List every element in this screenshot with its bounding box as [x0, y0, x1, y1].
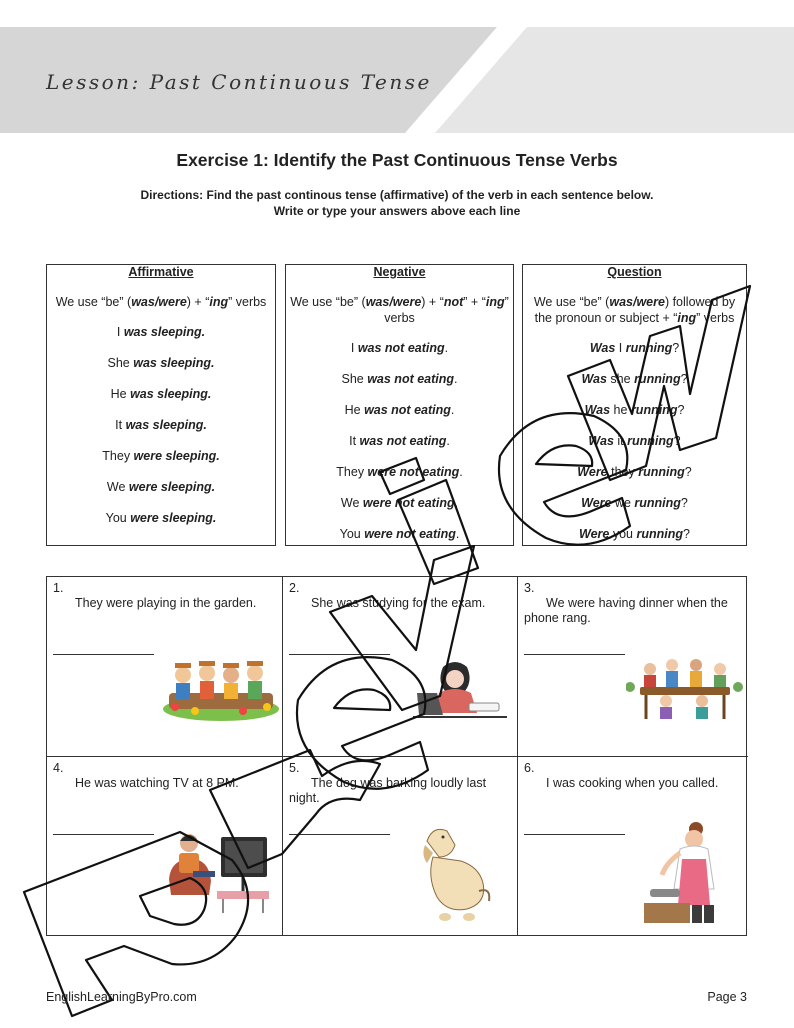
example-line: I was sleeping.	[116, 325, 206, 339]
question-examples	[523, 333, 746, 550]
exercise-grid	[46, 576, 747, 936]
negative-heading: Negative	[373, 265, 426, 279]
question-box	[522, 264, 747, 546]
item-number: 2.	[289, 581, 300, 595]
item-sentence: He was watching TV at 8 PM.	[75, 776, 239, 790]
dog-barking-illustration	[413, 821, 495, 925]
example-line: Were we running?	[581, 496, 688, 510]
affirmative-box	[46, 264, 276, 546]
example-line: Was it running?	[588, 434, 681, 448]
item-sentence: The dog was barking loudly last night.	[289, 776, 487, 805]
question-rule: We use “be” (was/were) followed by the pronoun or subject + “ing” verbs	[533, 295, 736, 325]
footer-site: EnglishLearningByPro.com	[46, 990, 197, 1004]
example-line: It was sleeping.	[115, 418, 207, 432]
directions-line-2: Write or type your answers above each line	[273, 204, 521, 218]
kids-gardening-illustration	[163, 653, 279, 721]
example-line: Was he running?	[584, 403, 685, 417]
example-line: You were sleeping.	[105, 511, 217, 525]
example-line: Was she running?	[581, 372, 688, 386]
item-number: 3.	[524, 581, 535, 595]
woman-cooking-illustration	[642, 819, 730, 927]
example-line: Was I running?	[589, 341, 680, 355]
example-line: Were you running?	[579, 527, 690, 541]
exercise-title: Exercise 1: Identify the Past Continuous Tense Verbs	[176, 150, 618, 170]
item-number: 1.	[53, 581, 64, 595]
exercise-item-4	[47, 757, 283, 935]
family-dinner-illustration	[626, 657, 744, 723]
example-line: He was sleeping.	[110, 387, 212, 401]
example-line: She was not eating.	[341, 372, 458, 386]
example-line: We were sleeping.	[106, 480, 216, 494]
answer-line[interactable]	[524, 654, 625, 655]
exercise-item-2	[283, 577, 518, 757]
example-line: I was not eating.	[350, 341, 449, 355]
page-number: Page 3	[707, 990, 747, 1004]
example-line: You were not eating.	[339, 527, 460, 541]
directions-line-1: Directions: Find the past continous tense (affirmative) of the verb in each sentence below.	[140, 188, 654, 202]
affirmative-heading: Affirmative	[128, 265, 194, 279]
boy-watching-tv-illustration	[165, 829, 271, 917]
example-line: We were not eating.	[340, 496, 459, 510]
example-line: They were not eating.	[336, 465, 463, 479]
exercise-item-1	[47, 577, 283, 757]
lesson-title: Lesson: Past Continuous Tense	[46, 70, 432, 94]
example-line: They were sleeping.	[102, 449, 220, 463]
answer-line[interactable]	[524, 834, 625, 835]
example-line: She was sleeping.	[107, 356, 215, 370]
exercise-item-3	[518, 577, 748, 757]
negative-box	[285, 264, 514, 546]
answer-line[interactable]	[289, 834, 390, 835]
example-line: Were they running?	[577, 465, 692, 479]
negative-rule: We use “be” (was/were) + “not” + “ing” verbs	[290, 295, 509, 325]
item-sentence: I was cooking when you called.	[546, 776, 719, 790]
negative-examples	[286, 333, 513, 550]
affirmative-examples	[47, 317, 275, 534]
example-line: He was not eating.	[344, 403, 455, 417]
question-heading: Question	[607, 265, 662, 279]
exercise-item-6	[518, 757, 748, 935]
girl-studying-illustration	[413, 659, 507, 725]
example-line: It was not eating.	[349, 434, 450, 448]
item-sentence: We were having dinner when the phone rang.	[524, 596, 728, 625]
answer-line[interactable]	[53, 654, 154, 655]
answer-line[interactable]	[53, 834, 154, 835]
directions	[0, 187, 794, 219]
item-number: 4.	[53, 761, 64, 775]
item-number: 5.	[289, 761, 300, 775]
answer-line[interactable]	[289, 654, 390, 655]
affirmative-rule: We use “be” (was/were) + “ing” verbs	[55, 295, 267, 309]
item-sentence: She was studying for the exam.	[311, 596, 486, 610]
exercise-item-5	[283, 757, 518, 935]
item-sentence: They were playing in the garden.	[75, 596, 257, 610]
item-number: 6.	[524, 761, 535, 775]
